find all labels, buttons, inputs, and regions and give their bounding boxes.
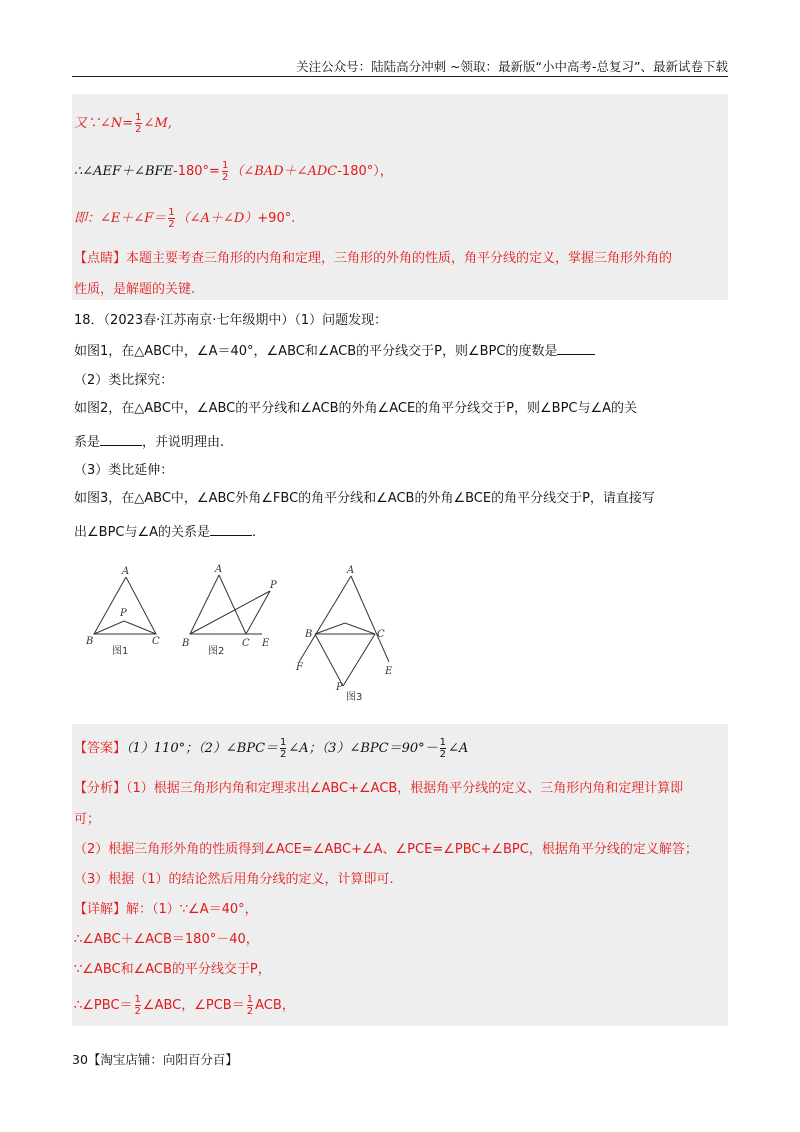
solution-line-2 [74,160,393,183]
fig1-label-a: A [122,566,130,577]
comment-line-2: 性质，是解题的关键. [74,282,196,297]
fraction [135,112,141,135]
figure-1 [85,566,160,657]
detail-line-3: ∵∠ABC和∠ACB的平分线交于P， [74,962,271,977]
solution-text: 又∵∠N= [74,116,134,131]
fraction [247,994,253,1017]
fraction-den: 2 [168,219,175,230]
detail-text: ACB， [255,998,295,1013]
fig1-triangle [94,577,156,634]
figure-2 [181,564,277,657]
geometry-figures [84,562,414,712]
fraction-num: 1 [221,160,229,171]
fraction-den: 2 [439,749,446,760]
fig1-label-p: P [120,608,127,619]
problem-q3-title: （3）类比延伸： [74,463,174,478]
problem-q2-line1: 如图2，在△ABC中，∠ABC的平分线和∠ACB的外角∠ACE的角平分线交于P，则∠BPC与∠A的关 [74,401,638,416]
solution-text: （∠A＋∠D） [176,211,258,226]
problem-header: 18．（2023春·江苏南京·七年级期中）（1）问题发现： [74,313,388,328]
fig1-label-c: C [152,636,160,647]
solution-text: 即：∠E＋∠F＝ [74,211,167,226]
fig1-bisectors [94,621,156,634]
fig3-label-c: C [377,629,385,640]
solution-text: ∠M, [143,116,172,131]
fig3-label-p: P [336,682,343,693]
analysis-line-2: 可； [74,812,101,827]
fraction-num: 1 [439,737,446,748]
fig3-bisector-b [315,634,343,686]
fig3-bisector-c [343,634,375,686]
fraction [440,737,446,760]
fraction [222,160,228,183]
fig3-inner [315,623,375,634]
fig3-label-b: B [305,629,313,640]
fig2-caption: 图2 [208,646,225,657]
answer-label: 【答案】 [74,741,127,756]
problem-text: 如图1，在△ABC中，∠A＝40°，∠ABC和∠ACB的平分线交于P，则∠BPC的度数是 [74,344,558,359]
fig2-label-c: C [242,638,250,649]
problem-text: 出∠BPC与∠A的关系是 [74,525,211,540]
fraction-num: 1 [135,112,142,123]
fraction-num: 1 [168,207,175,218]
solution-text: -180°= [173,164,220,179]
fig2-label-p: P [270,580,277,591]
solution-text: -180°）， [337,164,393,179]
answer-text: （1）110°；（2）∠BPC＝ [126,741,279,756]
problem-text: 系是 [74,435,101,450]
detail-line-1 [74,901,258,919]
fig3-label-f: F [296,662,303,673]
fig2-label-b: B [182,638,190,649]
fig3-caption: 图3 [346,692,363,703]
answer-blank [557,340,595,355]
fraction-den: 2 [246,1006,254,1017]
detail-line-4 [74,994,295,1017]
fig3-label-a: A [347,565,355,576]
analysis-text: （1）根据三角形内角和定理求出∠ABC+∠ACB，根据角平分线的定义、三角形内角和定理计算即 [126,781,684,796]
fig3-side-ac [351,576,389,662]
answer-blank [210,521,252,536]
problem-text: ，并说明理由. [142,435,225,450]
solution-line-1 [74,112,172,135]
answer-line [74,737,468,760]
fig2-label-e: E [262,638,270,649]
fraction-den: 2 [280,749,287,760]
fraction-den: 2 [134,1006,141,1017]
figure-3 [295,565,393,703]
problem-text: . [252,525,257,540]
problem-q2-line2 [74,431,224,452]
detail-line-2: ∴∠ABC＋∠ACB＝180°－40， [74,932,259,947]
fraction-den: 2 [221,172,229,183]
page-header: 关注公众号：陆陆高分冲刺 ~领取：最新版“小中高考-总复习”、最新试卷下载 [296,59,728,74]
solution-line-3 [74,207,295,230]
answer-blank [100,431,142,446]
detail-text: ∠ABC，∠PCB＝ [142,998,245,1013]
problem-q3-line1: 如图3，在△ABC中，∠ABC外角∠FBC的角平分线和∠ACB的外角∠BCE的角平分线交于P，请直接写 [74,491,655,506]
fraction [135,994,141,1017]
detail-text: ∴∠PBC＝ [74,998,133,1013]
answer-text: ∠A；（3）∠BPC＝90°－ [288,741,438,756]
comment-line-1 [74,250,672,268]
fraction [168,207,174,230]
fraction-den: 2 [135,124,142,135]
fraction-num: 1 [246,994,254,1005]
solution-text: +90°. [257,211,296,226]
solution-text: （∠BAD＋∠ADC [230,164,338,179]
page-footer: 30【淘宝店铺：向阳百分百】 [72,1052,238,1067]
problem-q3-line2 [74,521,256,542]
solution-text: ∴∠AEF＋∠BFE [74,164,174,179]
answer-text: ∠A [448,741,469,756]
fig2-label-a: A [215,564,223,575]
fig2-triangle [190,575,246,634]
header-rule [72,76,728,77]
fig1-caption: 图1 [112,646,129,657]
fraction-num: 1 [280,737,287,748]
detail-text: 解：（1）∵∠A＝40°， [126,902,258,917]
fig3-label-e: E [385,666,393,677]
fraction-num: 1 [134,994,141,1005]
problem-q2-title: （2）类比探究： [74,373,174,388]
comment-text: 本题主要考查三角形的内角和定理，三角形的外角的性质，角平分线的定义，掌握三角形外角的 [126,251,673,266]
detail-label: 【详解】 [74,902,127,917]
comment-label: 【点睛】 [74,251,127,266]
fraction [280,737,286,760]
problem-q1 [74,340,595,361]
analysis-line-4: （3）根据（1）的结论然后用角分线的定义，计算即可. [74,872,394,887]
fig1-label-b: B [86,636,94,647]
fig3-side-ab [299,576,351,662]
analysis-line-1 [74,780,683,798]
analysis-line-3: （2）根据三角形外角的性质得到∠ACE=∠ABC+∠A、∠PCE=∠PBC+∠BPC，根据角平分线的定义解答； [74,842,698,857]
analysis-label: 【分析】 [74,781,127,796]
